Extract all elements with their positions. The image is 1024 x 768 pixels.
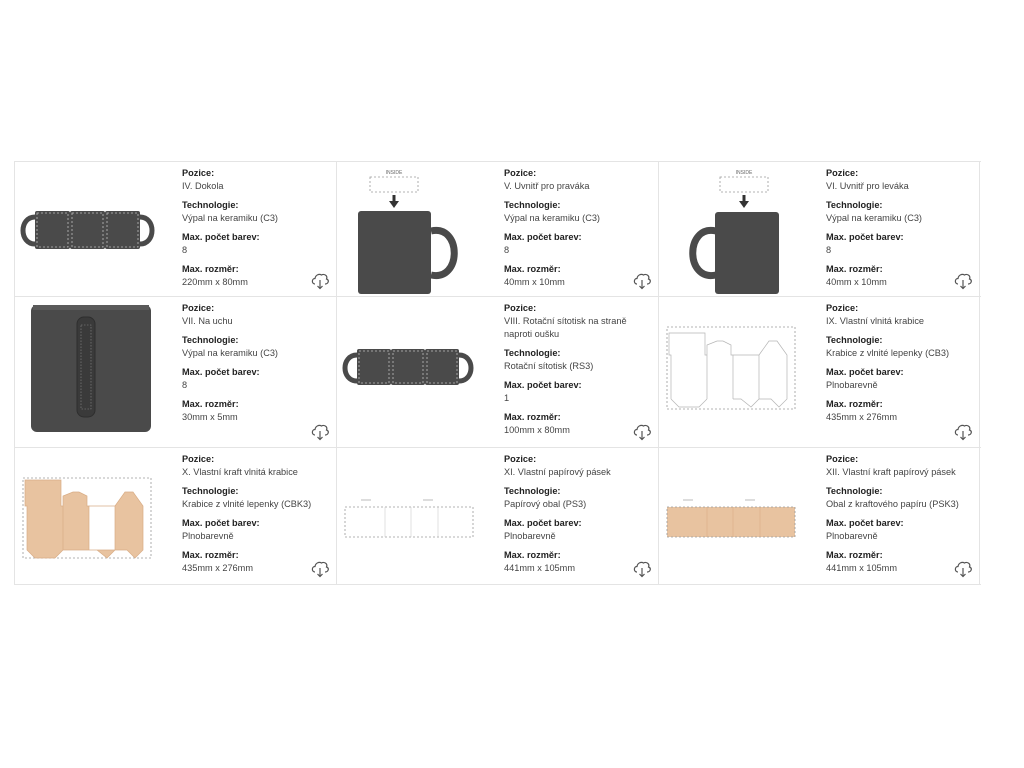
- position-label: Pozice:: [504, 168, 537, 178]
- colors-value: Plnobarevně: [504, 531, 556, 541]
- technology-label: Technologie:: [182, 200, 239, 210]
- position-card: [658, 162, 980, 296]
- colors-value: 8: [504, 245, 510, 255]
- mug-inside-left-image: [659, 162, 825, 296]
- technology-value: Obal z kraftového papíru (PSK3): [826, 499, 959, 509]
- cloud-download-icon[interactable]: [953, 272, 973, 290]
- technology-value: Rotační sítotisk (RS3): [504, 361, 594, 371]
- cloud-download-icon[interactable]: [953, 560, 973, 578]
- position-label: Pozice:: [182, 168, 215, 178]
- print-positions-grid: [14, 161, 981, 585]
- size-value: 435mm x 276mm: [826, 412, 897, 422]
- position-value: XII. Vlastní kraft papírový pásek: [826, 467, 956, 477]
- colors-label: Max. počet barev:: [826, 518, 904, 528]
- position-card: [658, 448, 980, 584]
- size-value: 30mm x 5mm: [182, 412, 238, 422]
- cloud-download-icon[interactable]: [310, 560, 330, 578]
- box-template-image: [659, 297, 825, 447]
- cloud-download-icon[interactable]: [632, 560, 652, 578]
- cloud-download-icon[interactable]: [310, 272, 330, 290]
- position-card: [14, 162, 336, 296]
- technology-value: Papírový obal (PS3): [504, 499, 587, 509]
- technology-label: Technologie:: [826, 486, 883, 496]
- mug-inside-right-image: [337, 162, 503, 296]
- position-card: [336, 448, 658, 584]
- size-value: 441mm x 105mm: [504, 563, 575, 573]
- colors-value: 8: [182, 380, 188, 390]
- colors-value: 8: [826, 245, 832, 255]
- position-label: Pozice:: [504, 303, 537, 313]
- colors-label: Max. počet barev:: [182, 367, 260, 377]
- inside-label: INSIDE: [385, 170, 403, 176]
- cloud-download-icon[interactable]: [632, 272, 652, 290]
- size-value: 435mm x 276mm: [182, 563, 253, 573]
- cloud-download-icon[interactable]: [310, 423, 330, 441]
- position-value: IX. Vlastní vlnitá krabice: [826, 316, 925, 326]
- technology-value: Výpal na keramiku (C3): [826, 213, 922, 223]
- colors-value: 1: [504, 393, 510, 403]
- position-label: Pozice:: [826, 168, 859, 178]
- position-card: [14, 297, 336, 447]
- position-label: Pozice:: [182, 303, 215, 313]
- kraft-paper-sleeve-image: [659, 448, 825, 584]
- position-value: X. Vlastní kraft vlnitá krabice: [182, 467, 298, 477]
- size-label: Max. rozměr:: [182, 550, 239, 560]
- size-value: 441mm x 105mm: [826, 563, 897, 573]
- technology-label: Technologie:: [504, 200, 561, 210]
- position-value: VIII. Rotační sítotisk na straně naproti oušku: [504, 316, 627, 339]
- position-value: XI. Vlastní papírový pásek: [504, 467, 611, 477]
- technology-label: Technologie:: [182, 335, 239, 345]
- colors-value: Plnobarevně: [182, 531, 234, 541]
- colors-label: Max. počet barev:: [826, 232, 904, 242]
- technology-label: Technologie:: [504, 486, 561, 496]
- colors-label: Max. počet barev:: [504, 518, 582, 528]
- paper-sleeve-image: [337, 448, 503, 584]
- colors-label: Max. počet barev:: [504, 380, 582, 390]
- grid-row: [14, 297, 981, 448]
- cloud-download-icon[interactable]: [632, 423, 652, 441]
- size-label: Max. rozměr:: [504, 264, 561, 274]
- size-label: Max. rozměr:: [504, 412, 561, 422]
- colors-value: 8: [182, 245, 188, 255]
- position-label: Pozice:: [182, 454, 215, 464]
- size-label: Max. rozměr:: [504, 550, 561, 560]
- technology-value: Krabice z vlnité lepenky (CBK3): [182, 499, 312, 509]
- size-label: Max. rozměr:: [182, 399, 239, 409]
- size-value: 40mm x 10mm: [826, 277, 887, 287]
- inside-label: INSIDE: [735, 170, 753, 176]
- position-info: [504, 302, 654, 443]
- technology-value: Výpal na keramiku (C3): [504, 213, 600, 223]
- kraft-box-template-image: [15, 448, 181, 584]
- colors-label: Max. počet barev:: [504, 232, 582, 242]
- technology-value: Výpal na keramiku (C3): [182, 348, 278, 358]
- size-label: Max. rozměr:: [182, 264, 239, 274]
- technology-label: Technologie:: [826, 200, 883, 210]
- size-label: Max. rozměr:: [826, 264, 883, 274]
- position-label: Pozice:: [504, 454, 537, 464]
- technology-label: Technologie:: [826, 335, 883, 345]
- mug-rotary-image: [337, 297, 503, 447]
- position-value: VI. Uvnitř pro leváka: [826, 181, 909, 191]
- position-info: [182, 302, 332, 430]
- colors-value: Plnobarevně: [826, 531, 878, 541]
- position-value: V. Uvnitř pro praváka: [504, 181, 590, 191]
- position-value: VII. Na uchu: [182, 316, 233, 326]
- grid-row: [14, 161, 981, 297]
- size-label: Max. rozměr:: [826, 399, 883, 409]
- colors-label: Max. počet barev:: [182, 232, 260, 242]
- position-card: [336, 162, 658, 296]
- position-card: [336, 297, 658, 447]
- technology-value: Výpal na keramiku (C3): [182, 213, 278, 223]
- position-label: Pozice:: [826, 454, 859, 464]
- position-card: [658, 297, 980, 447]
- cloud-download-icon[interactable]: [953, 423, 973, 441]
- position-label: Pozice:: [826, 303, 859, 313]
- position-card: [14, 448, 336, 584]
- size-value: 40mm x 10mm: [504, 277, 565, 287]
- technology-label: Technologie:: [504, 348, 561, 358]
- mug-around-image: [15, 162, 181, 296]
- colors-label: Max. počet barev:: [182, 518, 260, 528]
- position-value: IV. Dokola: [182, 181, 224, 191]
- mug-handle-image: [15, 297, 181, 447]
- technology-value: Krabice z vlnité lepenky (CB3): [826, 348, 950, 358]
- size-value: 220mm x 80mm: [182, 277, 248, 287]
- position-info: [826, 302, 976, 430]
- size-value: 100mm x 80mm: [504, 425, 570, 435]
- size-label: Max. rozměr:: [826, 550, 883, 560]
- technology-label: Technologie:: [182, 486, 239, 496]
- colors-value: Plnobarevně: [826, 380, 878, 390]
- colors-label: Max. počet barev:: [826, 367, 904, 377]
- grid-row: [14, 448, 981, 585]
